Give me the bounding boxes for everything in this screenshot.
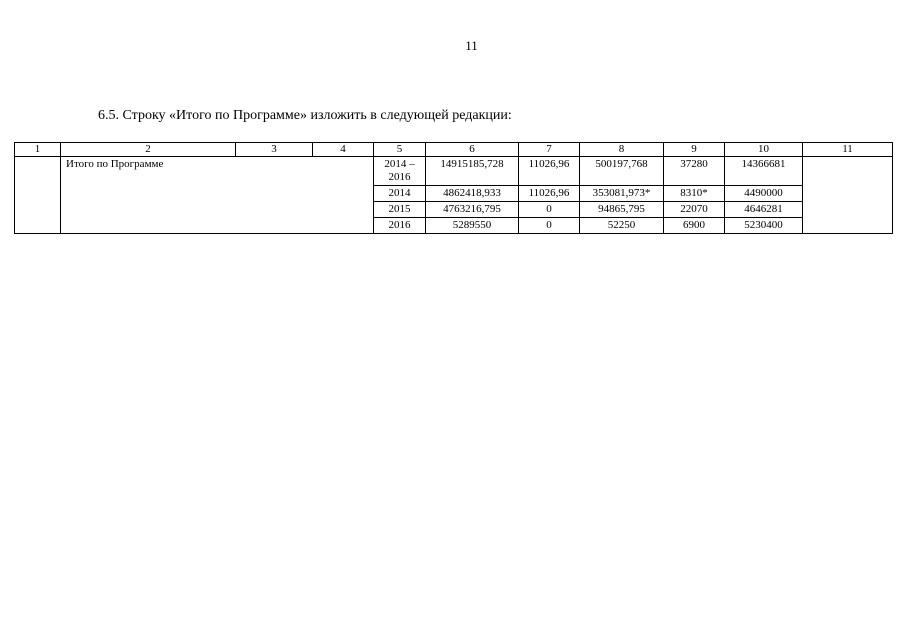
value-cell: 14915185,728	[426, 157, 519, 186]
header-cell: 10	[725, 143, 803, 157]
value-cell: 11026,96	[519, 157, 580, 186]
header-cell: 1	[15, 143, 61, 157]
page-number: 11	[465, 38, 478, 53]
value-cell: 5230400	[725, 218, 803, 234]
header-cell: 11	[803, 143, 893, 157]
program-total-label: Итого по Программе	[61, 157, 374, 234]
col11-cell	[803, 157, 893, 234]
header-cell: 4	[313, 143, 374, 157]
value-cell: 94865,795	[580, 202, 664, 218]
value-cell: 353081,973*	[580, 186, 664, 202]
header-cell: 8	[580, 143, 664, 157]
intro-text: 6.5. Строку «Итого по Программе» изложить в следующей редакции:	[98, 108, 512, 123]
header-cell: 7	[519, 143, 580, 157]
value-cell: 4646281	[725, 202, 803, 218]
value-cell: 0	[519, 218, 580, 234]
value-cell: 8310*	[664, 186, 725, 202]
value-cell: 11026,96	[519, 186, 580, 202]
period-cell: 2014	[374, 186, 426, 202]
table-header-row	[15, 143, 893, 157]
header-cell: 9	[664, 143, 725, 157]
table-row	[15, 157, 893, 186]
period-cell: 2015	[374, 202, 426, 218]
value-cell: 5289550	[426, 218, 519, 234]
col1-cell	[15, 157, 61, 234]
header-cell: 5	[374, 143, 426, 157]
header-cell: 2	[61, 143, 236, 157]
program-total-table	[14, 142, 893, 234]
value-cell: 52250	[580, 218, 664, 234]
value-cell: 4862418,933	[426, 186, 519, 202]
period-cell: 2014 – 2016	[374, 157, 426, 186]
value-cell: 0	[519, 202, 580, 218]
value-cell: 14366681	[725, 157, 803, 186]
period-cell: 2016	[374, 218, 426, 234]
value-cell: 22070	[664, 202, 725, 218]
value-cell: 500197,768	[580, 157, 664, 186]
value-cell: 6900	[664, 218, 725, 234]
value-cell: 4490000	[725, 186, 803, 202]
value-cell: 37280	[664, 157, 725, 186]
header-cell: 6	[426, 143, 519, 157]
header-cell: 3	[236, 143, 313, 157]
value-cell: 4763216,795	[426, 202, 519, 218]
